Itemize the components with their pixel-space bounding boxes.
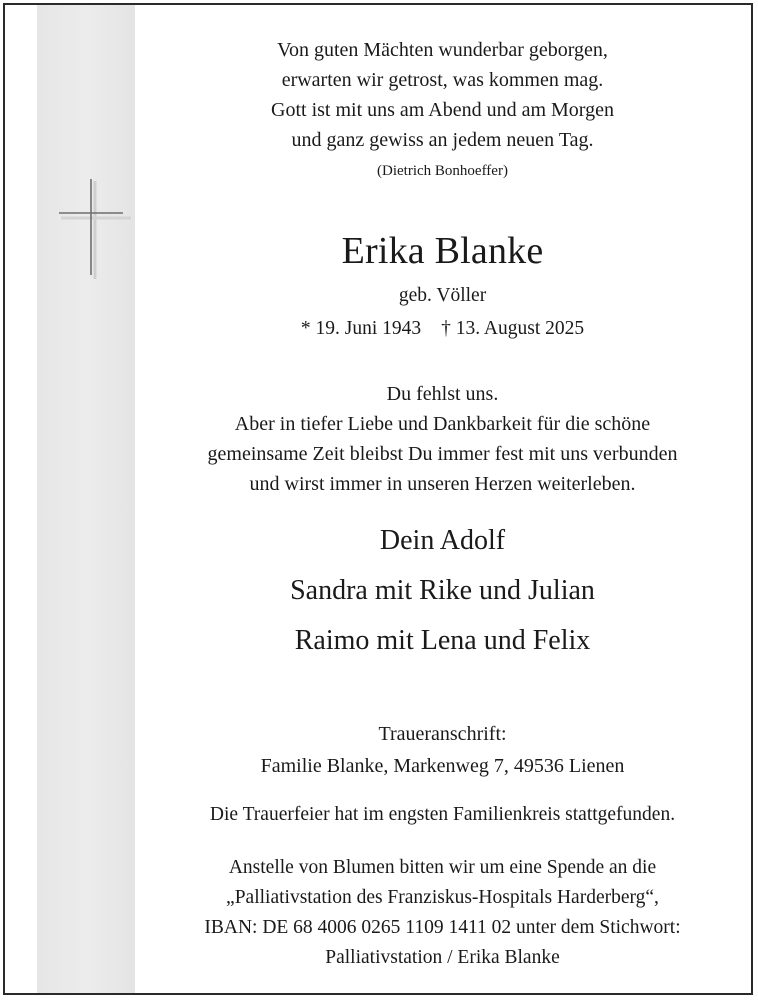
life-dates — [135, 318, 750, 340]
message-line: Du fehlst uns. — [386, 383, 499, 405]
donation-line: Anstelle von Blumen bitten wir um eine Spende an die — [228, 857, 657, 878]
mourner-line: Raimo mit Lena und Felix — [294, 625, 591, 656]
poem-line: und ganz gewiss an jedem neuen Tag. — [291, 129, 594, 151]
message-line: gemeinsame Zeit bleibst Du immer fest mit uns verbunden — [207, 443, 678, 465]
address-value: Familie Blanke, Markenweg 7, 49536 Lienen — [260, 755, 625, 777]
poem-line: erwarten wir getrost, was kommen mag. — [281, 69, 604, 91]
poem-line: Von guten Mächten wunderbar geborgen, — [277, 39, 608, 61]
deceased-name: Erika Blanke — [341, 230, 544, 272]
cross-icon — [53, 175, 133, 285]
message-line: Aber in tiefer Liebe und Dankbarkeit für die schöne — [234, 413, 651, 435]
mourner-line: Sandra mit Rike und Julian — [290, 575, 595, 606]
donation-line: „Palliativstation des Franziskus-Hospitals Harderberg“, — [226, 887, 659, 908]
death-date: † 13. August 2025 — [441, 318, 585, 339]
address-label: Traueranschrift: — [378, 723, 507, 745]
poem-author: (Dietrich Bonhoeffer) — [377, 163, 508, 179]
poem-line: Gott ist mit uns am Abend und am Morgen — [271, 99, 614, 121]
birth-name: geb. Völler — [398, 285, 487, 306]
birth-date: * 19. Juni 1943 — [300, 318, 422, 339]
donation-line: IBAN: DE 68 4006 0265 1109 1411 02 unter dem Stichwort: — [204, 917, 681, 938]
side-stripe — [37, 5, 135, 993]
donation-line: Palliativstation / Erika Blanke — [325, 947, 560, 968]
obituary-notice — [3, 3, 753, 995]
message-line: und wirst immer in unseren Herzen weiterleben. — [249, 473, 636, 495]
mourner-line: Dein Adolf — [379, 525, 506, 556]
ceremony-note: Die Trauerfeier hat im engsten Familienkreis stattgefunden. — [209, 804, 676, 825]
